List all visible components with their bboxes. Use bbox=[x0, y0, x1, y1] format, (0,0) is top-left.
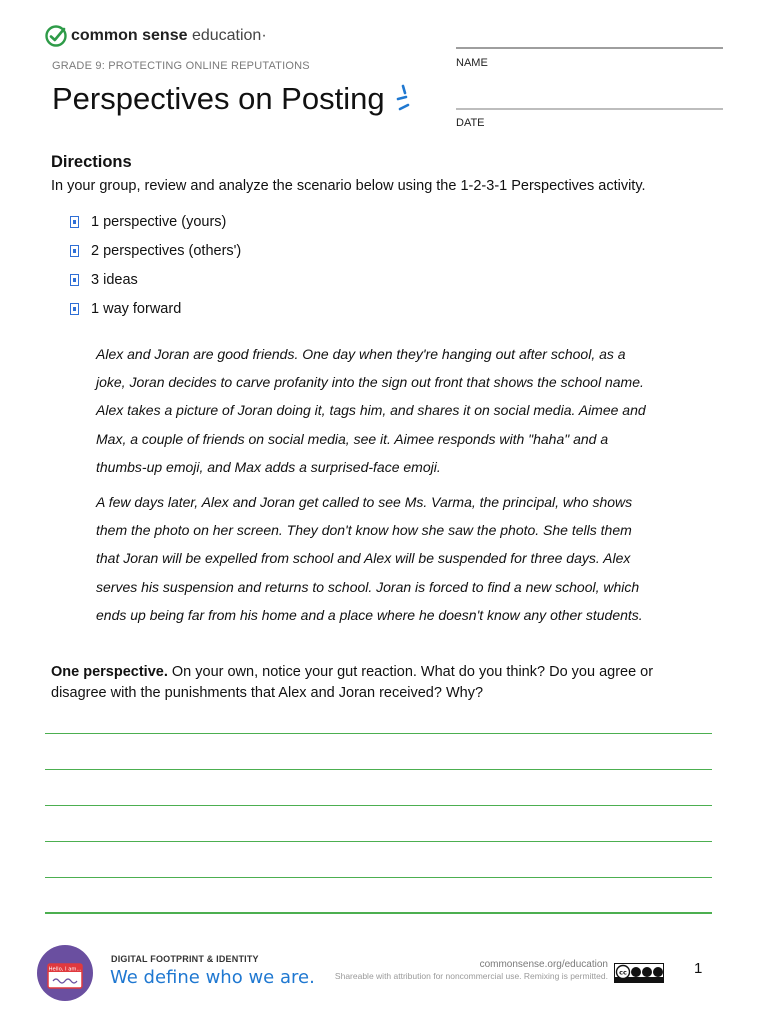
answer-line[interactable] bbox=[45, 877, 712, 878]
list-item: 2 perspectives (others') bbox=[70, 236, 241, 265]
badge-text: Hello, I am... bbox=[48, 966, 82, 973]
scenario-paragraph: Alex and Joran are good friends. One day when they're hanging out after school, as a joke, Joran decides to carve profanity into the sign out front that shows the school name. Alex takes a picture of Joran doing it, tags him, and shares it on social media. Aimee and Max, a couple of friends on social media, see it. Aimee responds with "haha" and a thumbs-up emoji, and Max adds a surprised-face emoji. bbox=[96, 346, 646, 475]
checkbox-icon bbox=[70, 216, 79, 228]
name-label: NAME bbox=[456, 57, 488, 69]
checkbox-icon bbox=[70, 245, 79, 257]
checkbox-icon bbox=[70, 274, 79, 286]
title-row bbox=[52, 81, 415, 117]
page-title: Perspectives on Posting bbox=[52, 81, 385, 116]
answer-line[interactable] bbox=[45, 733, 712, 734]
answer-line[interactable] bbox=[45, 841, 712, 842]
answer-line[interactable] bbox=[45, 805, 712, 806]
answer-line[interactable] bbox=[45, 912, 712, 914]
common-sense-logo bbox=[44, 24, 267, 48]
check-circle-icon bbox=[44, 24, 68, 48]
prompt-text: On your own, notice your gut reaction. What do you think? Do you agree or disagree with the punishments that Alex and Joran received? Why? bbox=[51, 664, 654, 701]
checkbox-icon bbox=[70, 303, 79, 315]
footer-category: DIGITAL FOOTPRINT & IDENTITY bbox=[111, 954, 259, 964]
date-line bbox=[456, 108, 723, 110]
footer-slogan: We define who we are. bbox=[110, 967, 315, 988]
question-prompt bbox=[51, 662, 691, 704]
list-item: 3 ideas bbox=[70, 265, 241, 294]
footer-license: Shareable with attribution for noncommercial use. Remixing is permitted. bbox=[334, 971, 608, 981]
name-tag-badge-icon bbox=[36, 944, 94, 1002]
directions-intro: In your group, review and analyze the scenario below using the 1-2-3-1 Perspectives activity. bbox=[51, 178, 646, 194]
page-number: 1 bbox=[694, 960, 703, 977]
list-item: 1 perspective (yours) bbox=[70, 207, 241, 236]
date-label: DATE bbox=[456, 117, 485, 129]
name-line bbox=[456, 47, 723, 49]
footer-url[interactable]: commonsense.org/education bbox=[479, 959, 608, 970]
svg-text:cc: cc bbox=[619, 968, 627, 977]
list-item: 1 way forward bbox=[70, 294, 241, 323]
scenario-paragraph: A few days later, Alex and Joran get called to see Ms. Varma, the principal, who shows them the photo on her screen. They don't know how she saw the photo. She tells them that Joran will be expelled from school and Alex will be suspended for three days. Alex serves his suspension and returns to school. Joran is forced to find a new school, which ends up being far from his home and a place where he doesn't know any other students. bbox=[96, 494, 643, 623]
directions-list bbox=[70, 207, 241, 323]
answer-line[interactable] bbox=[45, 769, 712, 770]
directions-heading: Directions bbox=[51, 153, 132, 171]
logo-wordmark: common sense education· bbox=[71, 27, 267, 44]
grade-label: GRADE 9: PROTECTING ONLINE REPUTATIONS bbox=[52, 60, 310, 72]
sparkle-icon bbox=[395, 82, 415, 116]
prompt-lead: One perspective. bbox=[51, 664, 168, 680]
creative-commons-icon bbox=[614, 963, 664, 983]
